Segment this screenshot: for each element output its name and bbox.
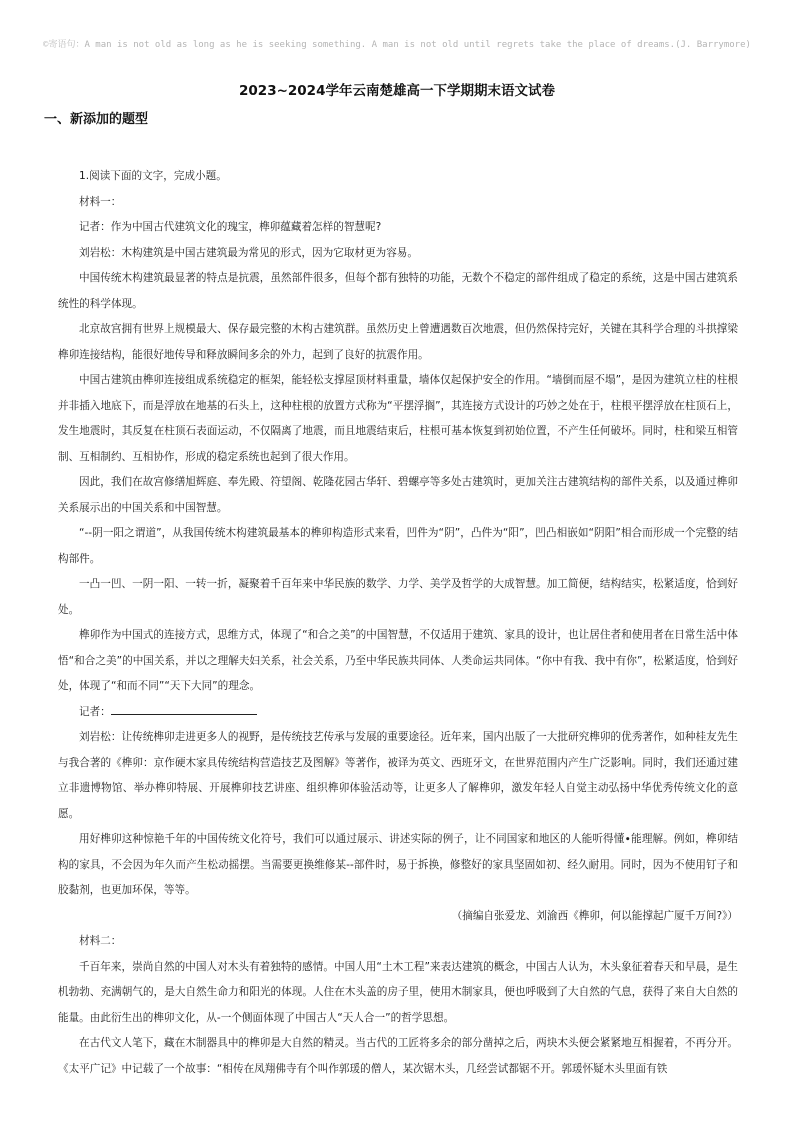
paragraph: 中国传统木构建筑最显著的特点是抗震，虽然部件很多，但每个都有独特的功能，无数个不稳定的部件组成了稳定的系统，这是中国古建筑系统性的科学体现。 — [58, 272, 738, 310]
paragraph: 刘岩松：让传统榫卯走进更多人的视野，是传统技艺传承与发展的重要途径。近年来，国内出版了一大批研究榫卯的优秀著作，如种桂友先生与我合著的《榫卯：京作硬木家具传统结构营造技艺及图解》等著作，被译为英文、西班牙文，在世界范围内产生广泛影响。同时，我们还通过建立非遗博物馆、举办榫卯特展、开展榫卯技艺讲座、组织榫卯体验活动等，让更多人了解榫卯，激发年轻人自觉主动弘扬中华优秀传统文化的意愿。 — [58, 731, 738, 820]
document-body — [58, 164, 738, 1082]
paragraph: 用好榫卯这种惊艳千年的中国传统文化符号，我们可以通过展示、讲述实际的例子，让不同国家和地区的人能听得懂∙能理解。例如，榫卯结构的家具，不会因为年久而产生松动摇摆。当需要更换维修某--部件时，易于拆换，修整好的家具坚固如初、经久耐用。同时，因为不使用钉子和胶黏剂，也更加环保，等等。 — [58, 833, 738, 896]
material2-label: 材料二： — [79, 935, 122, 947]
motto-prefix: ©寄语句： — [43, 40, 85, 50]
paragraph: 千百年来，崇尚自然的中国人对木头有着独特的感情。中国人用“土木工程”来表达建筑的概念，中国古人认为，木头象征着春天和早晨，是生机勃勃、充满朝气的，是大自然生命力和阳光的体现。人住在木头盖的房子里，使用木制家具，便也呼吸到了大自然的气息，获得了来自大自然的能量。由此衍生出的榫卯文化，从-一个侧面体现了中国古人“天人合一”的哲学思想。 — [58, 960, 738, 1024]
paragraph: 北京故宫拥有世界上规模最大、保存最完整的木构古建筑群。虽然历史上曾遭遇数百次地震，但仍然保持完好，关键在其科学合理的斗拱撑梁榫卯连接结构，能很好地传导和释放瞬间多余的外力，起到了良好的抗震作用。 — [58, 323, 738, 361]
paragraph: 中国古建筑由榫卯连接组成系统稳定的框架，能轻松支撑屋顶材料重量，墙体仅起保护安全的作用。“墙倒而屋不塌”，是因为建筑立柱的柱根并非插入地底下，而是浮放在地基的石头上，这种柱根的放置方式称为“平摆浮搁”，其连接方式设计的巧妙之处在于，柱根平摆浮放在柱顶石上，发生地震时，其反复在柱顶石表面运动，不仅隔离了地震，而且地震结束后，柱根可基本恢复到初始位置，不产生任何破坏。同时，柱和梁互相管制、互相制约、互相协作，形成的稳定系统也起到了很大作用。 — [58, 374, 738, 463]
answer-blank-line — [111, 702, 257, 715]
paragraph: 刘岩松：木构建筑是中国古建筑最为常见的形式，因为它取材更为容易。 — [79, 246, 418, 259]
paragraph: 在古代文人笔下，藏在木制器具中的榫卯是大自然的精灵。当古代的工匠将多余的部分凿掉之后，两块木头便会紧紧地互相握着，不再分开。《太平广记》中记载了一个故事：“相传在凤翔佛寺有个叫作郭瑗的僧人，某次锯木头，几经尝试都锯不开。郭瑗怀疑木头里面有铁 — [58, 1037, 738, 1075]
motto-text: A man is not old as long as he is seeking something. A man is not old until regrets take the place of dreams.(J. Barrymore) — [84, 40, 751, 50]
reporter-label: 记者： — [79, 705, 111, 718]
source-note: （摘编自张爱龙、刘渝西《榫卯，何以能撑起广厦千万间?》） — [451, 909, 738, 922]
page-title: 2023~2024学年云南楚雄高一下学期期末语文试卷 — [239, 83, 555, 99]
paragraph: 记者：作为中国古代建筑文化的瑰宝，榫卯蕴藏着怎样的智慧呢? — [79, 221, 382, 233]
reporter-question-blank — [58, 700, 738, 726]
paragraph: 榫卯作为中国式的连接方式，思维方式，体现了“和合之美”的中国智慧，不仅适用于建筑、家具的设计，也让居住者和使用者在日常生活中体悟“和合之美”的中国关系，并以之理解夫妇关系，社会关系，乃至中华民族共同体、人类命运共同体。“你中有我、我中有你”，松紧适度，恰到好处，体现了“和而不同”“天下大同”的理念。 — [58, 629, 738, 692]
question-intro: 1.阅读下面的文字，完成小题。 — [79, 170, 227, 182]
paragraph: 一凸一凹、一阴一阳、一转一折，凝聚着千百年来中华民族的数学、力学、美学及哲学的大成智慧。加工简便，结构结实，松紧适度，恰到好处。 — [58, 578, 738, 616]
section-heading: 一、新添加的题型 — [44, 112, 149, 127]
paragraph: 因此，我们在故宫修缮旭辉庭、奉先殿、符望阁、乾隆花园古华轩、碧螺亭等多处古建筑时，更加关注古建筑结构的部件关系，以及通过榫卯关系展示出的中国关系和中国智慧。 — [58, 476, 738, 514]
paragraph: “--阴一阳之谓道”，从我国传统木构建筑最基本的榫卯构造形式来看，凹件为“阴”，凸件为“阳”，凹凸相嵌如“阴阳”相合而形成一个完整的结构部件。 — [58, 527, 738, 565]
motto-quote — [36, 38, 758, 52]
material1-label: 材料一： — [79, 195, 122, 208]
